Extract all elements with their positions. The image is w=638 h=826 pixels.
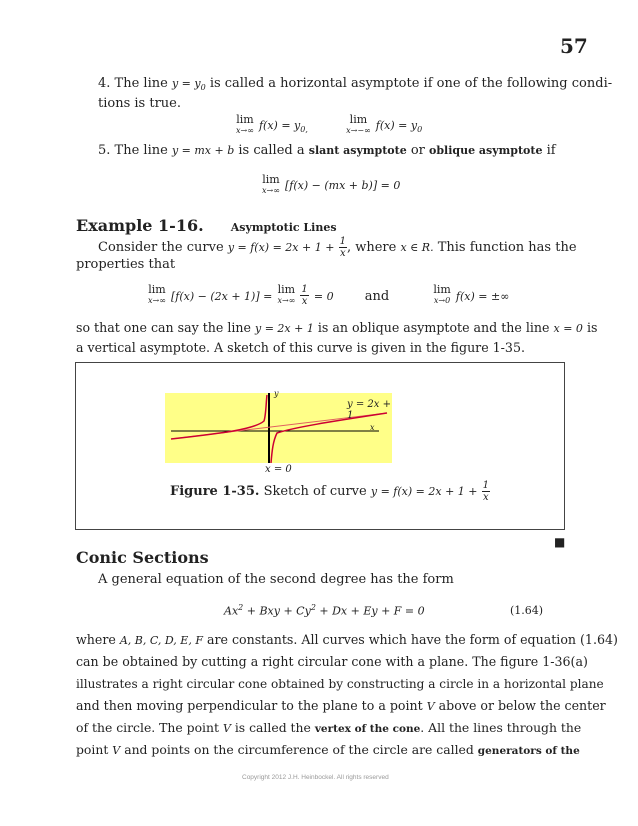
item4-line2: tions is true.	[98, 96, 181, 111]
page-number: 57	[560, 34, 588, 58]
caption-label: Figure 1-35.	[170, 484, 260, 499]
figure-plot-area	[165, 389, 392, 463]
item4-line1	[98, 76, 612, 96]
conic-p5: of the circle. The point V is called the vertex of the cone. All the lines through the	[76, 720, 582, 735]
fraction: $\frac{1}{x}$	[482, 480, 490, 503]
section-heading: Conic Sections	[76, 548, 209, 567]
item5-math: y = mx + b	[171, 144, 235, 157]
x-axis-label: x	[370, 423, 375, 432]
example-heading	[76, 216, 337, 235]
limit-expr: f(x) = ±∞	[455, 290, 510, 303]
item5-line	[98, 143, 556, 159]
term-oblique-asymptote: oblique asymptote	[429, 144, 543, 157]
example-line2: properties that	[76, 257, 176, 272]
caption-math: y = f(x) = 2x + 1 +	[370, 485, 478, 498]
figure-caption	[170, 480, 490, 503]
para-math: x = 0	[553, 322, 583, 335]
para-math: y = 2x + 1	[254, 322, 314, 335]
para-mid: is an oblique asymptote and the line	[317, 320, 550, 335]
item4-pre: 4. The line	[98, 76, 168, 91]
example-line1	[98, 236, 577, 259]
domain: x ∈ R.	[400, 241, 434, 254]
limit-expr: = 0	[313, 290, 334, 303]
caption-text: Sketch of curve	[263, 484, 367, 499]
qed-mark: ■	[554, 535, 566, 549]
conic-equation: $Ax^2$ + Bxy + $Cy^2 + Dx + Ey + F = 0$	[224, 603, 425, 618]
conic-p6: point V and points on the circumference of the circle are called generators of the	[76, 742, 580, 757]
limit: lim x→−∞	[346, 113, 371, 135]
para-pre: so that one can say the line	[76, 320, 251, 335]
example-title: Asymptotic Lines	[230, 221, 337, 234]
limit: lim x→∞	[262, 173, 280, 195]
y-axis-label: y	[274, 389, 279, 398]
limit: lim x→∞	[148, 283, 166, 305]
curve-left-branch	[171, 395, 267, 439]
example-post: This function has the	[437, 240, 577, 255]
item5-post: if	[546, 143, 556, 158]
conic-p3: illustrates a right circular cone obtained by constructing a circle in a horizontal plane	[76, 677, 604, 691]
example-para-line1	[76, 320, 597, 337]
item5-pre: 5. The line	[98, 143, 168, 158]
fraction: $\frac{1}{x}$	[339, 236, 346, 259]
copyright-footer: Copyright 2012 J.H. Heinbockel. All rights reserved	[242, 774, 389, 781]
item4-limits	[236, 114, 422, 136]
word-and: and	[364, 289, 390, 304]
para-post: is	[586, 320, 598, 335]
item5-limit	[262, 174, 400, 196]
example-label: Example 1-16.	[76, 216, 204, 235]
example-pre: Consider the curve	[98, 240, 224, 255]
limit-expr: $f(x) = y_{0,}$	[258, 119, 308, 135]
limit: lim x→∞	[277, 283, 296, 305]
conic-intro: A general equation of the second degree has the form	[98, 572, 454, 587]
term-slant-asymptote: slant asymptote	[308, 144, 407, 157]
conic-p4: and then moving perpendicular to the plane to a point V above or below the center	[76, 698, 606, 713]
fraction: $\frac{1}{x}$	[301, 284, 308, 307]
vertical-asymptote-label: x = 0	[265, 464, 292, 475]
example-limits	[148, 284, 509, 307]
equation-number: (1.64)	[510, 604, 544, 617]
term-generators: generators of the	[477, 745, 580, 757]
item5-mid: is called a	[238, 143, 305, 158]
limit: lim x→0	[433, 283, 451, 305]
asymptote-label: y = 2x + 1	[347, 399, 391, 421]
conic-p1: where A, B, C, D, E, F are constants. All curves which have the form of equation (1.64)	[76, 632, 618, 647]
item4-post: is called a horizontal asymptote if one of the following condi-	[209, 76, 613, 91]
example-where: , where	[346, 240, 397, 255]
example-para-line2: a vertical asymptote. A sketch of this curve is given in the figure 1-35.	[76, 340, 525, 355]
limit-expr: $f(x) = y_0$	[375, 119, 423, 135]
curve-eq: y = f(x) = 2x + 1 +	[227, 241, 335, 254]
item4-math: $y = y_0$	[171, 77, 206, 93]
limit: lim x→∞	[236, 113, 254, 135]
item5-or: or	[410, 143, 425, 158]
limit-expr: [f(x) − (2x + 1)] =	[170, 290, 273, 303]
conic-p2: can be obtained by cutting a right circular cone with a plane. The figure 1-36(a)	[76, 654, 588, 669]
term-vertex: vertex of the cone	[314, 723, 421, 735]
limit-expr: [f(x) − (mx + b)] = 0	[284, 179, 401, 192]
